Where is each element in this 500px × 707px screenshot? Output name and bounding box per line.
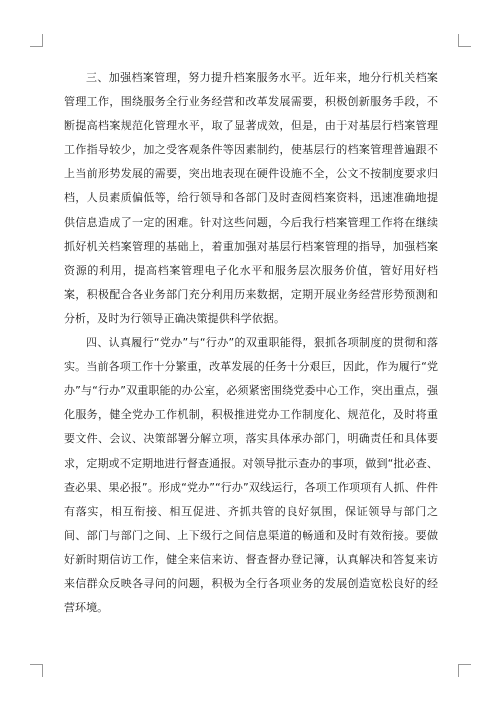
document-body	[64, 66, 438, 620]
crop-mark-top-left	[30, 34, 43, 47]
crop-mark-bottom-right	[458, 664, 471, 677]
paragraph-archive-management: 三、加强档案管理，努力提升档案服务水平。近年来，地分行机关档案管理工作，围绕服务全行业务经营和改革发展需要，积极创新服务手段，不断提高档案规范化管理水平，取了显著成效，但是，由于对基层行档案管理工作指导较少，加之受客观条件等因素制约，使基层行的档案管理普遍跟不上当前形势发展的需要，突出地表现在硬件设施不全，公文不按制度要求归档，人员素质偏低等，给行领导和各部门及时查阅档案资料，迅速准确地提供信息造成了一定的困难。针对这些问题，今后我行档案管理工作将在继续抓好机关档案管理的基础上，着重加强对基层行档案管理的指导，加强档案资源的利用，提高档案管理电子化水平和服务层次服务价值，管好用好档案，积极配合各业务部门充分利用历来数据，定期开展业务经营形势预测和分析，及时为行领导正确决策提供科学依据。	[64, 71, 438, 325]
crop-mark-top-right	[458, 34, 471, 47]
crop-mark-bottom-left	[30, 664, 43, 677]
paragraph-dual-functions: 四、认真履行“党办”与“行办”的双重职能得，狠抓各项制度的贯彻和落实。当前各项工作十分繁重，改革发展的任务十分艰巨，因此，作为履行“党办”与“行办”双重职能的办公室，必须紧密围绕党委中心工作，突出重点，强化服务，健全党办工作机制，积极推进党办工作制度化、规范化，及时将重要文件、会议、决策部署分解立项，落实具体承办部门，明确责任和具体要求，定期或不定期地进行督查通报。对领导批示查办的事项，做到“批必查、查必果、果必报”。形成“党办”“行办”双线运行，各项工作项项有人抓、件件有落实，相互衔接、相互促进、齐抓共管的良好氛围，保证领导与部门之间、部门与部门之间、上下级行之间信息渠道的畅通和及时有效衔接。要做好新时期信访工作，健全来信来访、督查督办登记簿，认真解决和答复来访来信群众反映各寻问的问题，积极为全行各项业务的发展创造宽松良好的经营环境。	[64, 336, 438, 615]
